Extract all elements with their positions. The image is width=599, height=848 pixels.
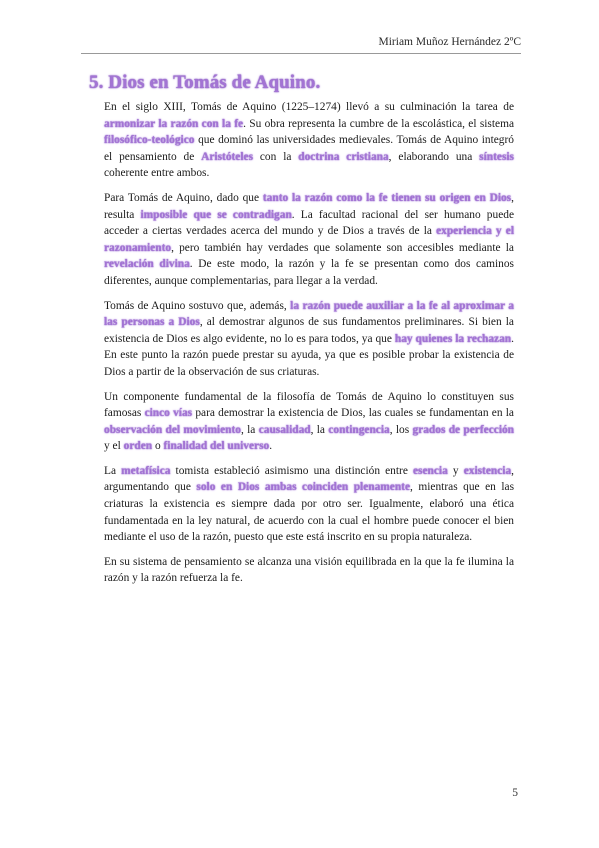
header-author: Miriam Muñoz Hernández 2ºC [378, 36, 521, 48]
paragraph [104, 463, 514, 546]
text-run: . La facultad racional del ser humano puede acceder a ciertas verdades acerca del mundo y de Dios a través de la [104, 208, 515, 238]
text-run: coherente entre ambos. [104, 167, 210, 180]
text-run: , la [240, 423, 259, 436]
highlighted-term: metafísica [121, 464, 171, 477]
page-number: 5 [512, 787, 518, 799]
highlighted-term: imposible que se contradigan [140, 208, 292, 221]
body-text [104, 99, 514, 595]
highlighted-term: contingencia [328, 423, 390, 436]
highlighted-term: revelación divina [104, 258, 190, 271]
text-run: . En este punto la razón puede prestar su ayuda, ya que es posible probar la existencia de Dios a partir de la observación de sus criaturas. [104, 332, 514, 378]
text-run: con la [253, 150, 299, 163]
header-divider [81, 53, 521, 54]
text-run: , pero también hay verdades que solamente son accesibles mediante la [171, 241, 514, 254]
text-run: y [447, 464, 464, 477]
highlighted-term: armonizar la razón con la fe [104, 117, 244, 130]
highlighted-term: solo en Dios ambas coinciden plenamente [196, 481, 411, 494]
text-run: Un componente fundamental de la filosofía de Tomás de Aquino lo constituyen sus famosas [104, 390, 514, 420]
highlighted-term: cinco vías [144, 407, 193, 420]
text-run: que dominó las universidades medievales. Tomás de Aquino integró el pensamiento de [104, 134, 514, 163]
highlighted-term: finalidad del universo [163, 440, 270, 453]
section-title: 5. Dios en Tomás de Aquino. [89, 72, 321, 93]
highlighted-term: grados de perfección [412, 423, 515, 436]
text-run: , resulta [104, 191, 514, 221]
highlighted-term: observación del movimiento [104, 423, 241, 436]
paragraph [104, 554, 514, 587]
text-run: . Su obra representa la cumbre de la escolástica, el sistema [243, 117, 514, 130]
highlighted-term: causalidad [258, 423, 311, 436]
text-run: , mientras que en las criaturas la existencia es siempre dada por otro ser. Igualmente, elaboró una ética fundamentada en la ley natural, de acuerdo con la cual el hombre puede conocer el bien mediante el uso de la razón, puesto que este está inscrito en su propia naturaleza. [104, 481, 515, 544]
text-run: , argumentando que [104, 464, 514, 494]
text-run: En el siglo XIII, Tomás de Aquino (1225–1274) llevó a su culminación la tarea de [104, 101, 514, 113]
text-run: . [269, 440, 273, 453]
text-run: , elaborando una [388, 150, 480, 163]
text-run: Para Tomás de Aquino, dado que [104, 191, 263, 204]
highlighted-term: síntesis [479, 150, 514, 163]
highlighted-term: la razón puede auxiliar a la fe al aproximar a las personas a Dios [104, 299, 515, 329]
paragraph [104, 298, 514, 381]
highlighted-term: hay quienes la rechazan [394, 332, 512, 345]
paragraph [104, 99, 514, 182]
text-run: para demostrar la existencia de Dios, las cuales se fundamentan en la [192, 407, 514, 420]
text-run: . De este modo, la razón y la fe se presentan como dos caminos diferentes, aunque complementarias, para llegar a la verdad. [104, 258, 514, 287]
text-run: En su sistema de pensamiento se alcanza una visión equilibrada en la que la fe ilumina la razón y la razón refuerza la fe. [104, 555, 514, 585]
highlighted-term: existencia [463, 464, 512, 477]
text-run: , los [389, 423, 413, 436]
paragraph [104, 190, 514, 290]
highlighted-term: filosófico-teológico [104, 134, 195, 147]
highlighted-term: doctrina cristiana [298, 150, 389, 163]
text-run: tomista estableció asimismo una distinción entre [170, 464, 413, 477]
highlighted-term: experiencia y el razonamiento [104, 225, 514, 254]
highlighted-term: Aristóteles [201, 150, 254, 163]
text-run: Tomás de Aquino sostuvo que, además, [104, 299, 291, 312]
highlighted-term: esencia [413, 464, 448, 477]
text-run: , al demostrar algunos de sus fundamentos preliminares. Si bien la existencia de Dios es algo evidente, no lo es para todos, ya que [104, 316, 514, 345]
paragraph [104, 389, 514, 455]
text-run: y el [104, 440, 124, 453]
text-run: La [104, 464, 122, 477]
text-run: o [152, 440, 164, 453]
text-run: , la [310, 423, 329, 436]
highlighted-term: tanto la razón como la fe tienen su origen en Dios [262, 191, 512, 204]
highlighted-term: orden [123, 440, 153, 453]
